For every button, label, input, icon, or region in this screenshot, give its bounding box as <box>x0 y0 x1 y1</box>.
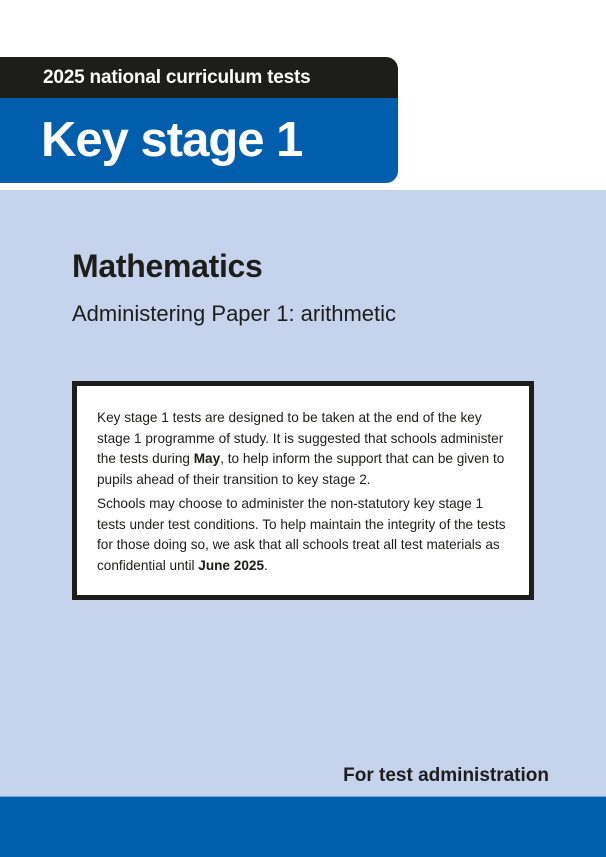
notice-emphasis-date: June 2025 <box>198 557 265 573</box>
paper-title: Administering Paper 1: arithmetic <box>72 301 397 326</box>
cover-header <box>0 57 398 183</box>
stage-title: Key stage 1 <box>0 98 398 183</box>
footer-bar <box>0 796 606 857</box>
notice-text: , to help inform the support that can be given to pupils ahead of their transition to key stage 2. <box>97 451 505 487</box>
audience-label: For test administration <box>343 765 549 786</box>
series-title: 2025 national curriculum tests <box>0 57 398 98</box>
subject-title: Mathematics <box>72 248 263 284</box>
notice-paragraph-1 <box>97 408 509 490</box>
cover-body <box>0 190 606 796</box>
notice-text: . <box>264 557 268 573</box>
notice-text: Key stage 1 tests are designed to be taken at the end of the key stage 1 programme of study. It is suggested that schools administer the tests during <box>97 410 504 466</box>
notice-emphasis-may: May <box>193 451 221 466</box>
notice-paragraph-2 <box>97 494 509 576</box>
notice-text: Schools may choose to administer the non-statutory key stage 1 tests under test conditions. To help maintain the integrity of the tests for those doing so, we ask that all schools treat all test materials as confidential until <box>97 496 506 573</box>
notice-box <box>72 381 534 600</box>
